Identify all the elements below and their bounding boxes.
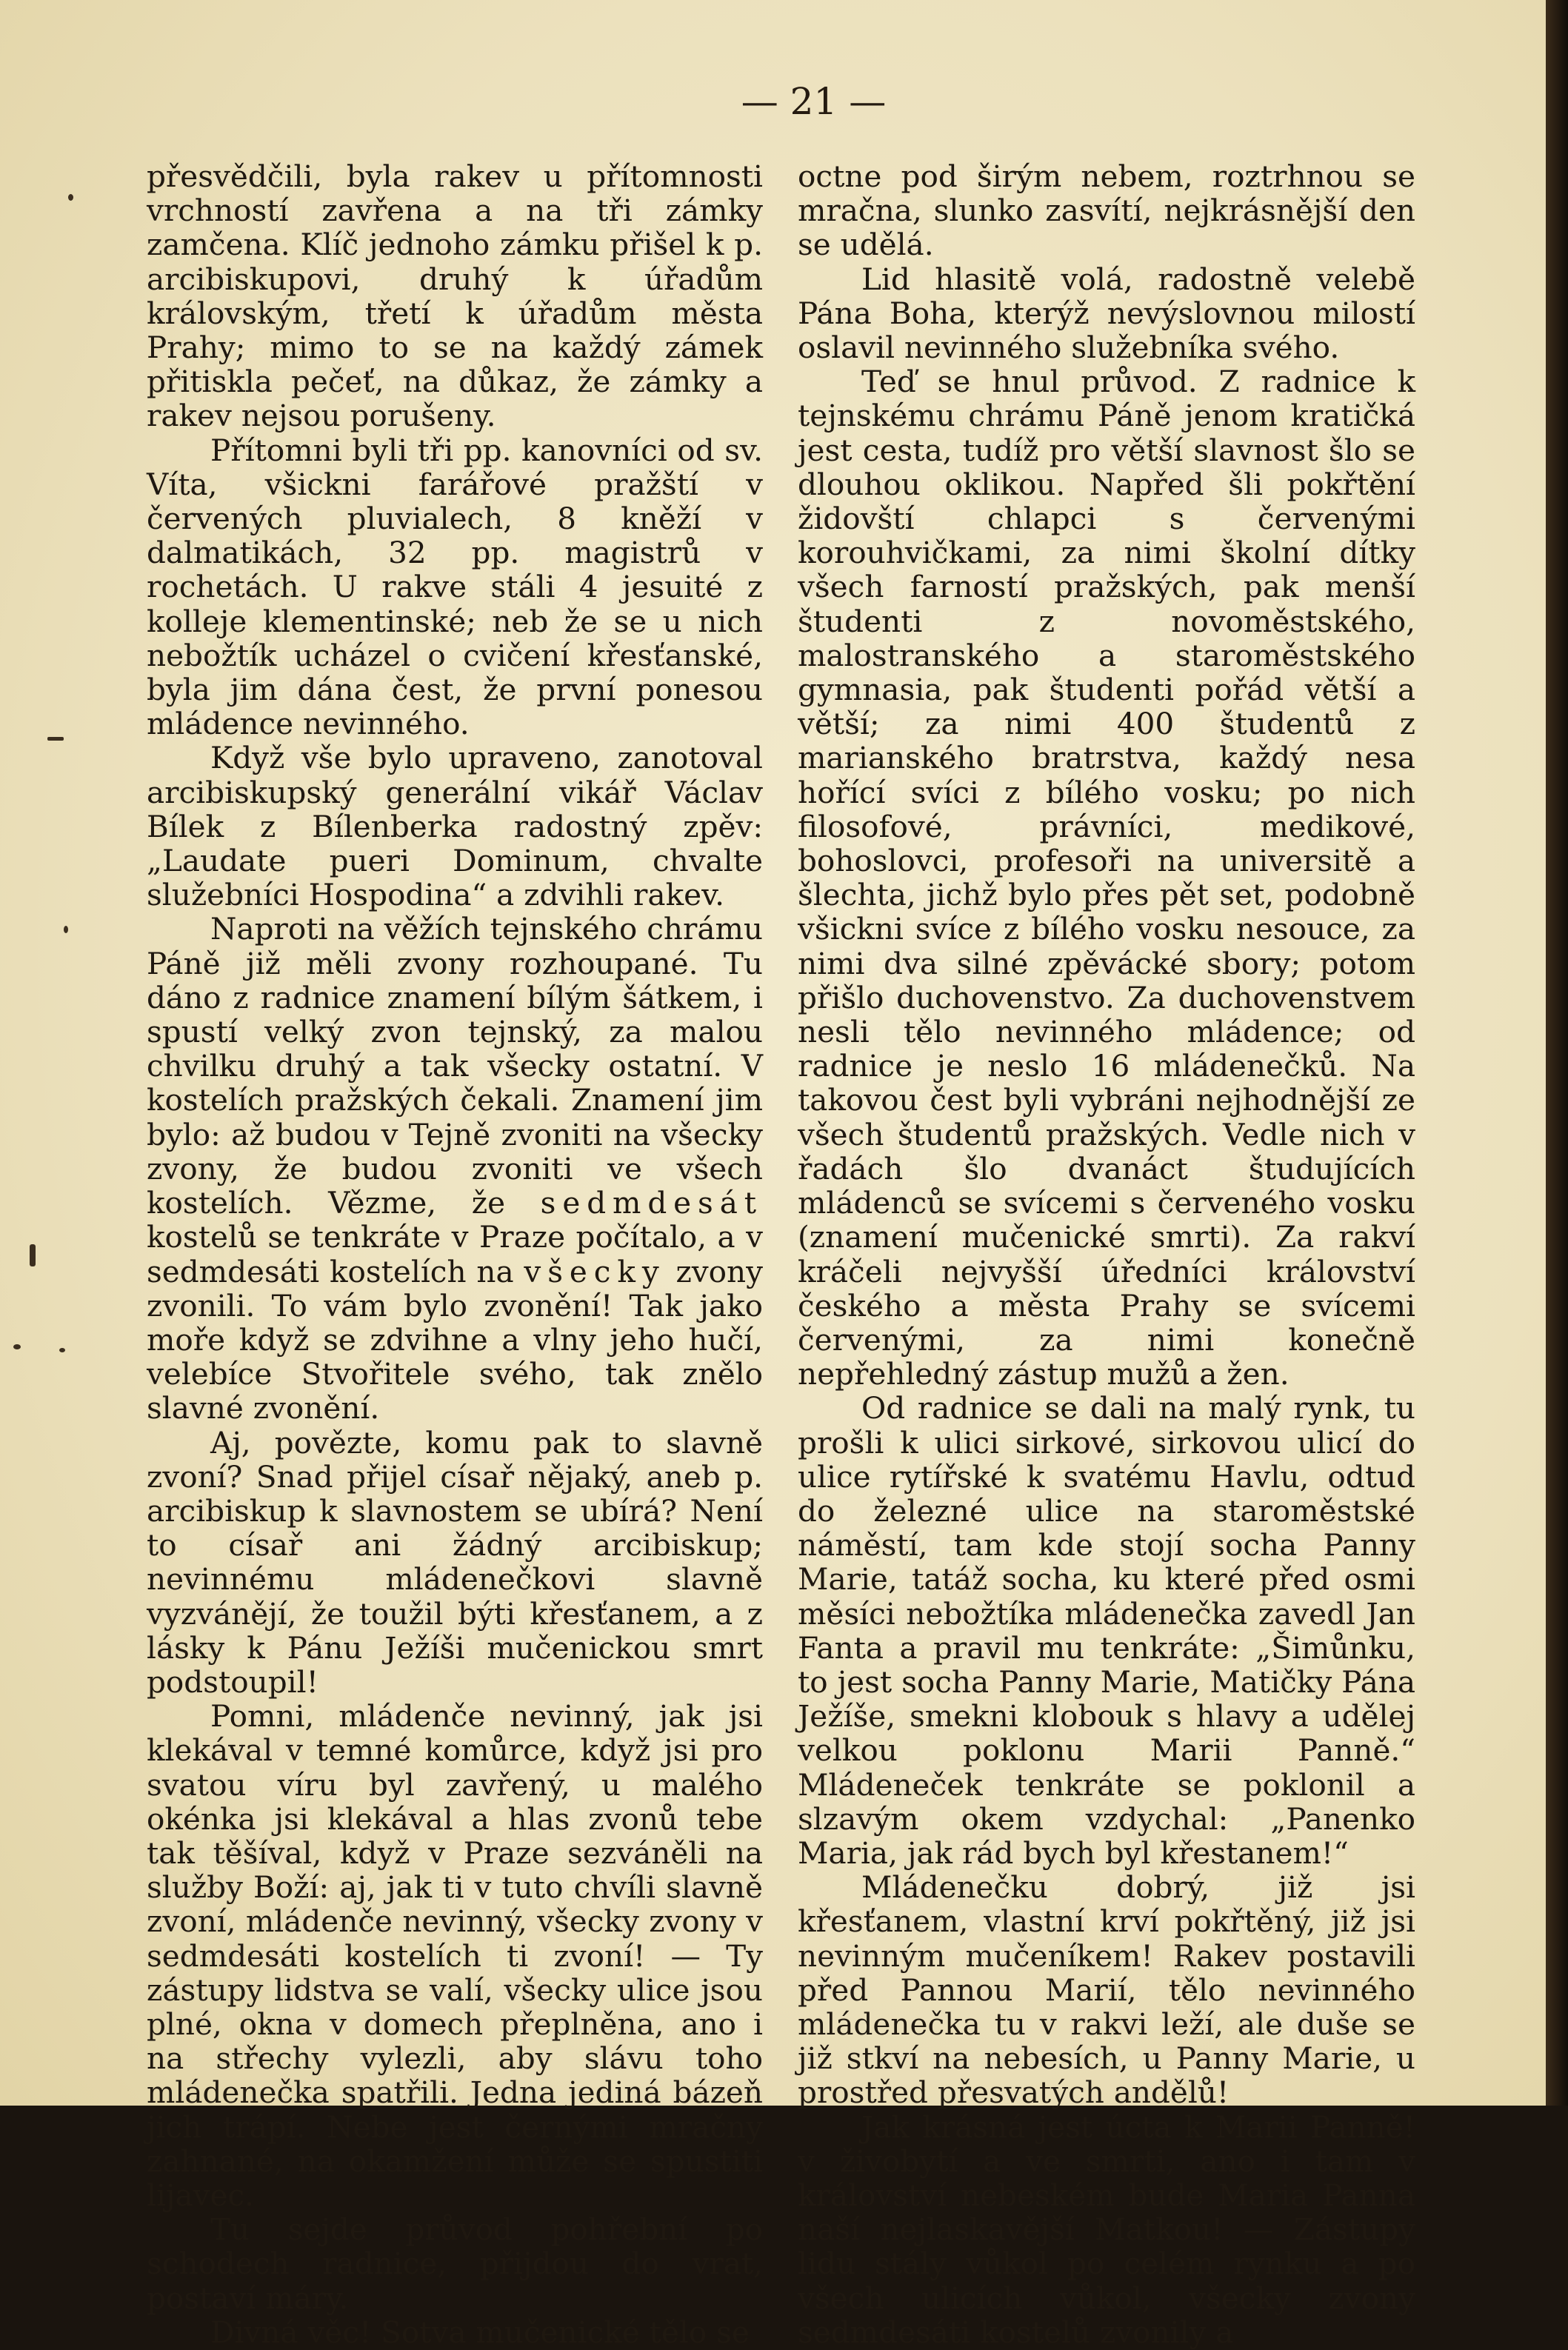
paragraph: Tu sejde průvod pohřební po schodech radnice, přijdou do vrat, postaví máry. — [147, 2212, 763, 2316]
paragraph: Když vše bylo upraveno, zanotoval arcibiskupský generální vikář Václav Bílek z Bílenberka radostný zpěv: „Laudate pueri Dominum, chvalte služebníci Hospodina“ a zdvihli rakev. — [147, 740, 763, 913]
paragraph: Aj, povězte, komu pak to slavně zvoní? Snad přijel císař nějaký, aneb p. arcibiskup k slavnostem se ubírá? Není to císař ani žádný arcibiskup; nevinnému mládenečkovi slavně vyzvánějí, že toužil býti křesťanem, a z lásky k Pánu Ježíši mučenickou smrt podstoupil! — [147, 1424, 763, 1700]
margin-speck — [30, 1244, 36, 1266]
text-run: Naproti na věžích tejnského chrámu Páně již měli zvony rozhoupané. Tu dáno z radnice znamení bílým šátkem, i spustí velký zvon tejnský, za malou chvilku druhý a tak všecky ostatní. V kostelích pražských čekali. Znamení jim bylo: až budou v Tejně zvoniti na všecky zvony, že budou zvoniti ve všech kostelích. Vězme, že — [147, 911, 763, 1221]
paragraph-with-spaced-words — [147, 912, 763, 1425]
spaced-word: všecky — [524, 1253, 666, 1289]
right-column — [798, 159, 1415, 2349]
paragraph: Přítomni byli tři pp. kanovníci od sv. Víta, všickni farářové pražští v červených pluvialech, 8 kněží v dalmatikách, 32 pp. magistrů v rochetách. U rakve stáli 4 jesuité z kolleje klementinské; neb že se u nich nebožtík ucházel o cvičení křesťanské, byla jim dána čest, že první ponesou mládence nevinného. — [147, 432, 763, 742]
paragraph: Pomni, mládenče nevinný, jak jsi klekával v temné komůrce, když jsi pro svatou víru byl zavřený, u malého okénka jsi klekával a hlas zvonů tebe tak těšíval, když v Praze sezváněli na služby Boží: aj, jak ti v tuto chvíli slavně zvoní, mládenče nevinný, všecky zvony v sedmdesáti kostelích ti zvoní! — Ty zástupy lidstva se valí, všecky ulice jsou plné, okna v domech přeplněna, ano i na střechy vylezli, aby slávu toho mládenečka spatřili. Jedna jediná bázeň jich trápí. Nebe jest černými mračny zahnané, na okamžení může se spustiti lijavec. — [147, 1698, 763, 2213]
paragraph: Jak krásná jest úcta k Marii Panně! v živobytí a ve smrti, ano i tam v království nebeském bude Maria Panna naší nejlaskavější Matkou! — Zástupy lidu stály vůkol po celém rynku a po všech ulicích vůkol, všecky zvony sedmdesáti kostelů zvonily a — [798, 2109, 1415, 2350]
margin-speck — [68, 194, 73, 201]
text-run: kostelů se tenkráte v Praze počítalo, a v sedmdesáti kostelích na — [147, 1219, 763, 1289]
paragraph: přesvědčili, byla rakev u přítomnosti vrchností zavřena a na tři zámky zamčena. Klíč jednoho zámku přišel k p. arcibiskupovi, druhý k úřadům královským, třetí k úřadům města Prahy; mimo to se na každý zámek přitiskla pečeť, na důkaz, že zámky a rakev nejsou porušeny. — [147, 158, 763, 434]
paragraph: Mládenečku dobrý, již jsi křesťanem, vlastní krví pokřtěný, již jsi nevinným mučeníkem! Rakev postavili před Pannou Marií, tělo nevinného mládenečka tu v rakvi leží, ale duše se již stkví na nebesích, u Panny Marie, u prostřed přesvatých andělů! — [798, 1869, 1415, 2111]
paragraph: Lid hlasitě volá, radostně velebě Pána Boha, kterýž nevýslovnou milostí oslavil nevinného služebníka svého. — [798, 261, 1415, 366]
paragraph: Teď se hnul průvod. Z radnice k tejnskému chrámu Páně jenom kratičká jest cesta, tudíž pro větší slavnost šlo se dlouhou oklikou. Napřed šli pokřtění židovští chlapci s červenými korouhvičkami, za nimi školní dítky všech farností pražských, pak menší študenti z novoměstského, malostranského a staroměstského gymnasia, pak študenti pořád větší a větší; za nimi 400 študentů z marianského bratrstva, každý nesa hořící svíci z bílého vosku; po nich filosofové, právníci, medikové, bohoslovci, profesoři na universitě a šlechta, jichž bylo přes pět set, podobně všickni svíce z bílého vosku nesouce, za nimi dva silné zpěvácké sbory; potom přišlo duchovenstvo. Za duchovenstvem nesli tělo nevinného mládence; od radnice je neslo 16 mládenečků. Na takovou čest byli vybráni nejhodnější ze všech študentů pražských. Vedle nich v řadách šlo dvanáct študujících mládenců se svícemi s červeného vosku (znamení mučenické smrti). Za rakví kráčeli nejvyšší úředníci království českého a města Prahy se svícemi červenými, za nimi konečně nepřehledný zástup mužů a žen. — [798, 364, 1415, 1392]
margin-speck — [47, 737, 64, 741]
text-run: zvony zvonili. To vám bylo zvonění! Tak jako moře když se zdvihne a vlny jeho hučí, velebíce Stvořitele svého, tak znělo slavné zvonění. — [147, 1253, 764, 1426]
paragraph: octne pod širým nebem, roztrhnou se mračna, slunko zasvítí, nejkrásnější den se udělá. — [798, 158, 1415, 263]
margin-speck — [13, 1344, 21, 1349]
margin-speck — [59, 1348, 65, 1352]
paragraph: Od radnice se dali na malý rynk, tu prošli k ulici sirkové, sirkovou ulicí do ulice rytířské k svatému Havlu, odtud do železné ulice na staroměstské náměstí, tam kde stojí socha Panny Marie, tatáž socha, ku které před osmi měsíci nebožtíka mládenečka zavedl Jan Fanta a pravil mu tenkráte: „Šimůnku, to jest socha Panny Marie, Matičky Pána Ježíše, smekni klobouk s hlavy a udělej velkou poklonu Marii Panně.“ Mládeneček tenkráte se poklonil a slzavým okem vzdychal: „Panenko Maria, jak rád bych byl křestanem!“ — [798, 1390, 1415, 1871]
spaced-word: sedmdesát — [540, 1185, 763, 1221]
paragraph: Divná věc! Sotva mučenické tělo se — [210, 2314, 750, 2350]
page-edge-shadow — [1546, 0, 1568, 2106]
margin-speck — [64, 926, 68, 933]
page-number: — 21 — — [741, 80, 887, 123]
left-column — [147, 159, 763, 2349]
